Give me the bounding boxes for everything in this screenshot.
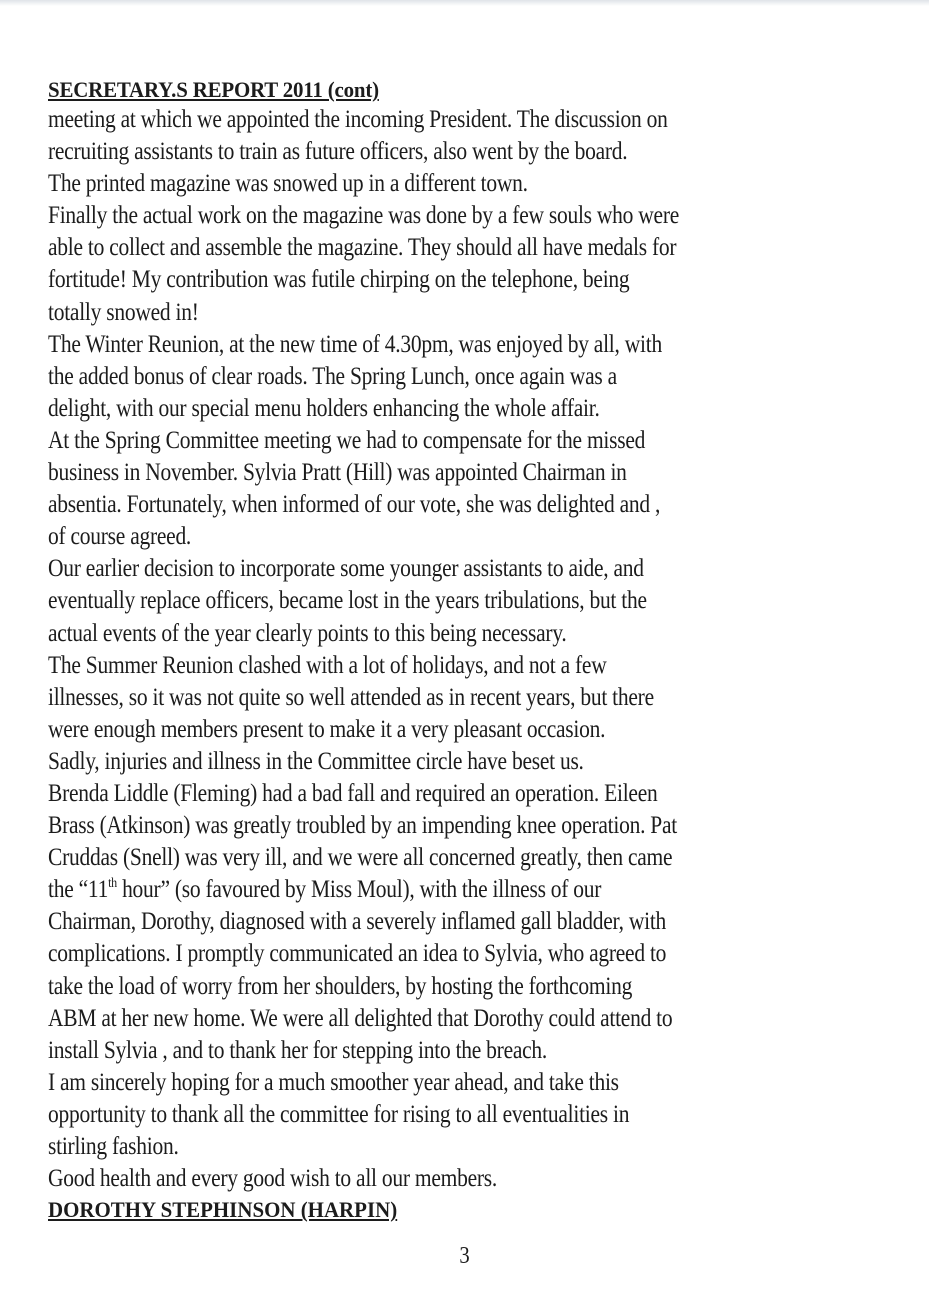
body-line: were enough members present to make it a very pleasant occasion. [48, 715, 606, 743]
body-line: The Winter Reunion, at the new time of 4.30pm, was enjoyed by all, with [48, 330, 662, 358]
body-line: totally snowed in! [48, 298, 199, 326]
page-number: 3 [459, 1243, 470, 1269]
body-line: The Summer Reunion clashed with a lot of holidays, and not a few [48, 651, 607, 679]
body-line: Brenda Liddle (Fleming) had a bad fall and required an operation. Eileen [48, 779, 658, 807]
body-line: absentia. Fortunately, when informed of our vote, she was delighted and , [48, 491, 661, 519]
body-line: delight, with our special menu holders enhancing the whole affair. [48, 394, 600, 422]
body-line: actual events of the year clearly points to this being necessary. [48, 619, 567, 647]
eleventh-after: hour” (so favoured by Miss Moul), with the illness of our [116, 876, 602, 904]
report-heading: SECRETARY.S REPORT 2011 (cont) [48, 77, 379, 102]
body-line-eleventh-hour [48, 874, 788, 906]
body-line: fortitude! My contribution was futile chirping on the telephone, being [48, 266, 630, 294]
body-line: complications. I promptly communicated an idea to Sylvia, who agreed to [48, 940, 667, 968]
body-line: Brass (Atkinson) was greatly troubled by an impending knee operation. Pat [48, 812, 678, 840]
body-line: able to collect and assemble the magazine. They should all have medals for [48, 234, 677, 262]
body-line: take the load of worry from her shoulders, by hosting the forthcoming [48, 972, 633, 1000]
body-line: Cruddas (Snell) was very ill, and we were all concerned greatly, then came [48, 844, 673, 872]
body-line: Good health and every good wish to all our members. [48, 1165, 498, 1193]
body-line: business in November. Sylvia Pratt (Hill) was appointed Chairman in [48, 459, 627, 487]
scan-edge-shadow [0, 0, 929, 6]
body-line: recruiting assistants to train as future officers, also went by the board. [48, 138, 628, 166]
report-body-continued [48, 906, 908, 1195]
signature: DOROTHY STEPHINSON (HARPIN) [48, 1197, 398, 1223]
body-line: At the Spring Committee meeting we had to compensate for the missed [48, 426, 646, 454]
document-page [48, 76, 908, 1225]
body-line: Our earlier decision to incorporate some younger assistants to aide, and [48, 555, 644, 583]
eleventh-before: the “11 [48, 876, 109, 904]
body-line: Chairman, Dorothy, diagnosed with a severely inflamed gall bladder, with [48, 908, 667, 936]
body-line: illnesses, so it was not quite so well attended as in recent years, but there [48, 683, 654, 711]
body-line: stirling fashion. [48, 1133, 179, 1160]
body-line: Finally the actual work on the magazine was done by a few souls who were [48, 202, 680, 230]
body-line: install Sylvia , and to thank her for stepping into the breach. [48, 1036, 548, 1064]
report-body [48, 104, 908, 874]
body-line: opportunity to thank all the committee for rising to all eventualities in [48, 1100, 630, 1128]
body-line: the added bonus of clear roads. The Spring Lunch, once again was a [48, 362, 617, 390]
body-line: I am sincerely hoping for a much smoother year ahead, and take this [48, 1068, 619, 1096]
body-line: of course agreed. [48, 523, 192, 551]
body-line: Sadly, injuries and illness in the Committee circle have beset us. [48, 747, 584, 775]
body-line: The printed magazine was snowed up in a different town. [48, 170, 528, 198]
body-line: meeting at which we appointed the incoming President. The discussion on [48, 106, 668, 133]
body-line: ABM at her new home. We were all delighted that Dorothy could attend to [48, 1004, 673, 1032]
eleventh-superscript: th [108, 876, 117, 892]
body-line: eventually replace officers, became lost in the years tribulations, but the [48, 587, 647, 615]
